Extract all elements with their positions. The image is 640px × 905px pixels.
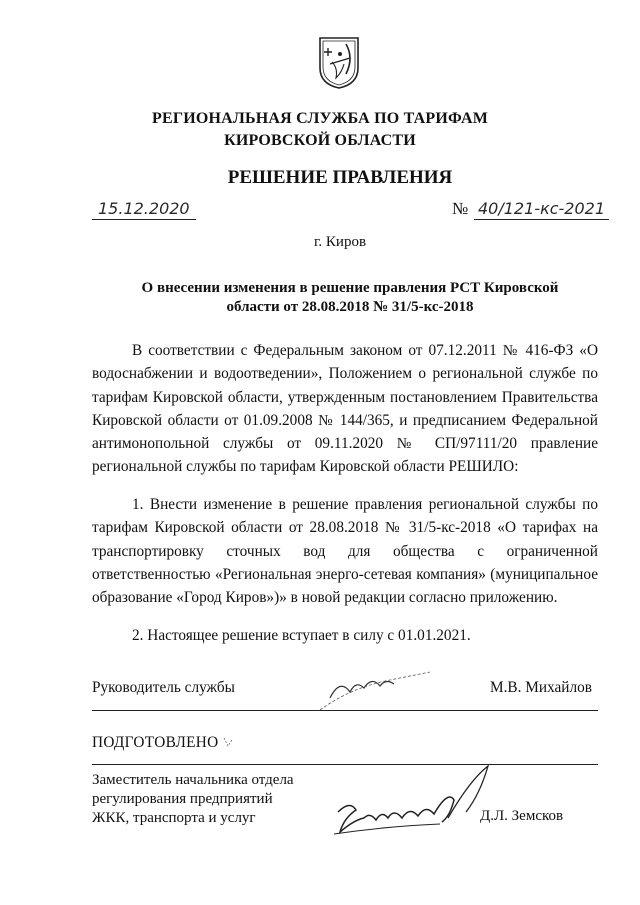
deputy-role-line1: Заместитель начальника отдела	[92, 772, 294, 788]
document-number: 40/121-кс-2021	[474, 199, 609, 218]
document-date: 15.12.2020	[92, 199, 196, 218]
organization-name-line2: КИРОВСКОЙ ОБЛАСТИ	[224, 132, 416, 149]
organization-name-line1: РЕГИОНАЛЬНАЯ СЛУЖБА ПО ТАРИФАМ	[151, 110, 489, 127]
decision-subject	[120, 279, 580, 317]
coat-of-arms-emblem	[316, 34, 362, 90]
deputy-role-line3: ЖКК, транспорта и услуг	[92, 810, 256, 826]
subject-line2: области от 28.08.2018 № 31/5-кс-2018	[226, 299, 474, 315]
decision-item-1: 1. Внести изменение в решение правления региональной службы по тарифам Кировской области от 28.08.2018 № 31/5-кс-2018 «О тарифах на транспортировку сточных вод для общества с ограниченной ответственностью «Региональная энерго-сетевая компания» (муниципальное образование «Город Киров»)» в новой редакции согласно приложению.	[92, 496, 598, 607]
decision-item-2: 2. Настоящее решение вступает в силу с 01.01.2021.	[132, 627, 471, 644]
deputy-signature	[330, 760, 500, 840]
deputy-name: Д.Л. Земсков	[480, 808, 564, 824]
prepared-label: ПОДГОТОВЛЕНО	[92, 734, 219, 751]
head-role: Руководитель службы	[92, 679, 235, 696]
document-number-label: №	[452, 199, 469, 218]
head-name: М.В. Михайлов	[490, 679, 592, 696]
city: г. Киров	[313, 234, 367, 250]
approval-tick-mark	[220, 730, 240, 760]
preamble-paragraph: В соответствии с Федеральным законом от 07.12.2011 № 416-ФЗ «О водоснабжении и водоотведении», Положением о региональной службе по тарифам Кировской области, утвержденным постановлением Правительства Кировской области от 01.09.2008 № 144/365, и предписанием Федеральной антимонопольной службы от 09.11.2020 № СП/97111/20 правление региональной службы по тарифам Кировской области РЕШИЛО:	[92, 342, 598, 476]
head-signature	[290, 658, 440, 718]
deputy-role	[92, 771, 294, 828]
signature-divider	[92, 710, 598, 711]
subject-line1: О внесении изменения в решение правления РСТ Кировской	[141, 280, 559, 296]
deputy-role-line2: регулирования предприятий	[92, 791, 273, 807]
document-type-title: РЕШЕНИЕ ПРАВЛЕНИЯ	[227, 167, 453, 188]
